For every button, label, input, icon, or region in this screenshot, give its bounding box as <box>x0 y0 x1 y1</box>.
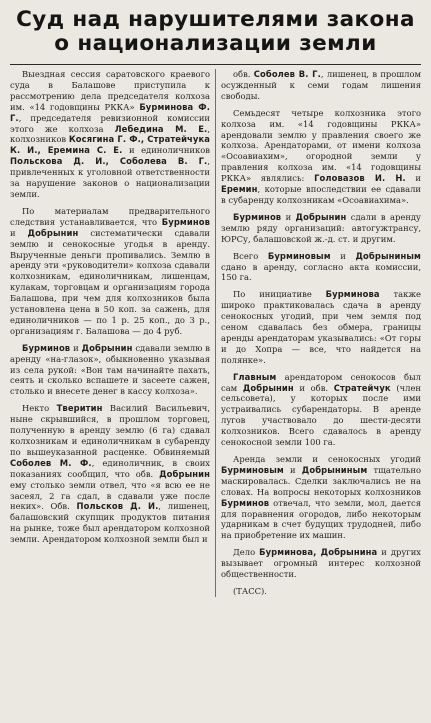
text-run: (член сельсовета), у которых после ими устраивались субарендаторы. В аренде лугов участвовало до шести-десяти колхозников. Всего сдавалось в аренду сенокосной земли 100 га. <box>221 382 422 448</box>
name-highlight: Бурминовым <box>267 250 331 261</box>
headline-rule <box>10 64 421 65</box>
name-highlight: Бурминов <box>233 211 282 222</box>
name-highlight: Добрыниным <box>355 250 421 261</box>
name-highlight: Тверитин <box>56 403 103 414</box>
name-highlight: Польскова Д. И., Соболева В. Г. <box>10 156 208 167</box>
name-highlight: Добрынин <box>295 211 347 222</box>
text-run: (ТАСС). <box>233 585 267 596</box>
name-highlight: Добрынин <box>27 227 79 238</box>
text-run: , лишенец, балашовский скупщик продуктов питания на рынке, тоже был арендатором колхозной земли. Арендатором колхозной земли был и <box>10 501 210 545</box>
name-highlight: Добрынин <box>159 468 210 479</box>
text-run: обв. <box>233 69 254 79</box>
paragraph <box>221 454 421 541</box>
text-run: , лишенец, в прошлом осужденный к семи годам лишения свободы. <box>221 69 421 101</box>
name-highlight: Стратейчук <box>333 382 391 393</box>
paragraph <box>221 251 421 284</box>
text-run: , привлеченных к уголовной ответственности за нарушение законов о национализации земли. <box>10 156 210 199</box>
text-run: Василий Васильевич, ныне скрывшийся, в прошлом торговец, полученную в аренду землю (6 га) сдавал колхозникам и единоличникам в субаренду по вышеуказанной расценке. Обвиняемый <box>10 403 210 457</box>
text-run: систематически сдавали землю и сенокосные угодья в аренду. Вырученные деньги пропивались. Землю в аренду эти «руководители» колхоза сдавали колхозникам, единоличникам, лишенцам, кулакам, торговцам и организациям города Балашова, при чем для колхозников была установлена цена в 50 коп. за сажень, для единоличников — по 1 р. 25 коп., до 3 р., организациям г. Балашова — до 4 руб. <box>10 227 210 336</box>
text-run: и <box>405 173 422 184</box>
name-highlight: Бурминова Ф. Г. <box>10 101 210 123</box>
name-highlight: Бурминов <box>221 497 270 508</box>
text-run: и <box>281 211 296 222</box>
name-highlight: Главным <box>233 371 277 382</box>
text-run: и <box>70 342 82 353</box>
text-run: сдавали землю в аренду «на-глазок», обыкновенно указывая из села рукой: «Вон там начинайте пахать, сеять и сколько вспашете и засеете сажен, столько и внесете денег в кассу колхоза». <box>10 342 210 397</box>
text-run: сдано в аренду, согласно акта комиссии, 150 га. <box>221 261 421 283</box>
text-run: Выездная сессия саратовского краевого суда в Балашове приступила к рассмотрению дела председателя колхоза им. «14 годовщины РККА» <box>10 69 210 112</box>
paragraph <box>221 586 421 597</box>
name-highlight: Соболев В. Г. <box>253 69 321 79</box>
name-highlight: Добрыниным <box>301 464 368 475</box>
text-run: , которые впоследствии ее сдавали в субаренду колхозникам «Осоавиахима». <box>221 184 421 205</box>
text-run: По инициативе <box>233 289 326 300</box>
paragraph <box>10 69 210 200</box>
text-run: отвечал, что земли, мол, дается для поравнения огородов, либо некоторым ударникам в счет будущих трудодней, либо на приобретение их машин. <box>221 497 421 541</box>
article-headline <box>10 8 421 56</box>
text-run: арендатором сенокосов был сам <box>221 371 421 393</box>
text-run: Аренда земли и сенокосных угодий <box>233 454 421 464</box>
name-highlight: Головазов И. Н. <box>314 173 406 184</box>
text-run: Всего <box>233 250 268 261</box>
text-run: и единоличников <box>122 145 211 156</box>
name-highlight: Соболев М. Ф. <box>10 457 92 468</box>
text-run: , председателя ревизионной комиссии этого же колхоза <box>10 112 210 134</box>
name-highlight: Бурминовым <box>221 464 284 475</box>
name-highlight: Бурминов <box>161 216 210 227</box>
text-run: , колхозников <box>10 123 210 145</box>
headline-line-2: о национализации земли <box>54 31 377 56</box>
paragraph <box>221 212 421 245</box>
name-highlight: Польсков Д. И. <box>76 501 159 512</box>
text-run: также широко практиковалась сдача в аренду сенокосных угодий, при чем земля под сеном сдавалась без обмера, границы аренды арендаторам указывались: «От горы и до Хопра — все, что найдется на полянке». <box>221 289 422 365</box>
text-run: тщательно маскировалась. Сделки заключались не на словах. На вопросы некоторых колхозников <box>221 464 421 497</box>
text-run: , единоличник, в своих показаниях сообщил, что обв. <box>10 457 211 479</box>
paragraph <box>10 403 210 545</box>
name-highlight: Бурминов <box>22 342 71 353</box>
text-run: и <box>283 464 302 475</box>
paragraph <box>221 289 421 365</box>
paragraph <box>221 108 421 206</box>
text-run: Дело <box>233 547 260 558</box>
text-run: и <box>330 250 356 261</box>
name-highlight: Еремин <box>221 184 258 195</box>
paragraph <box>221 372 421 448</box>
text-run: ему столько земли отвел, что «я всю ее не засеял, 2 га сдал, в сдавали уже после неких». Обв. <box>10 479 210 512</box>
name-highlight: Добрынин <box>242 382 294 393</box>
article-body <box>10 69 421 597</box>
name-highlight: Косягина Г. Ф., Стратейчука К. И., Еремина С. Е. <box>10 134 211 156</box>
name-highlight: Бурминова <box>325 289 380 300</box>
name-highlight: Лебедина М. Е. <box>114 123 208 134</box>
name-highlight: Бурминова, Добрынина <box>259 547 378 558</box>
text-run: Семьдесят четыре колхозника этого колхоза им. «14 годовщины РККА» арендовали землю у правления своего же колхоза. Арендаторами, от имени колхоза «Осоавиахим», огородной земли у правления колхоза им. «14 годовщины РККА» являлись: <box>221 107 421 184</box>
paragraph <box>10 206 210 337</box>
text-run: и <box>10 227 28 238</box>
right-column <box>215 69 421 597</box>
name-highlight: Добрынин <box>81 342 133 353</box>
headline-line-1: Суд над нарушителями закона <box>16 7 415 32</box>
left-column <box>10 69 215 597</box>
paragraph <box>10 343 210 398</box>
paragraph <box>221 69 421 102</box>
paragraph <box>221 547 421 580</box>
text-run: и обв. <box>293 382 334 393</box>
text-run: и других вызывает огромный интерес колхозной общественности. <box>221 547 421 580</box>
text-run: сдали в аренду землю ряду организаций: автогужтрансу, ЮРСу, балашовской ж.-д. ст. и другим. <box>221 211 421 244</box>
text-run: По материалам предварительного следствия устанавливается, что <box>10 205 210 227</box>
text-run: Некто <box>22 403 57 414</box>
